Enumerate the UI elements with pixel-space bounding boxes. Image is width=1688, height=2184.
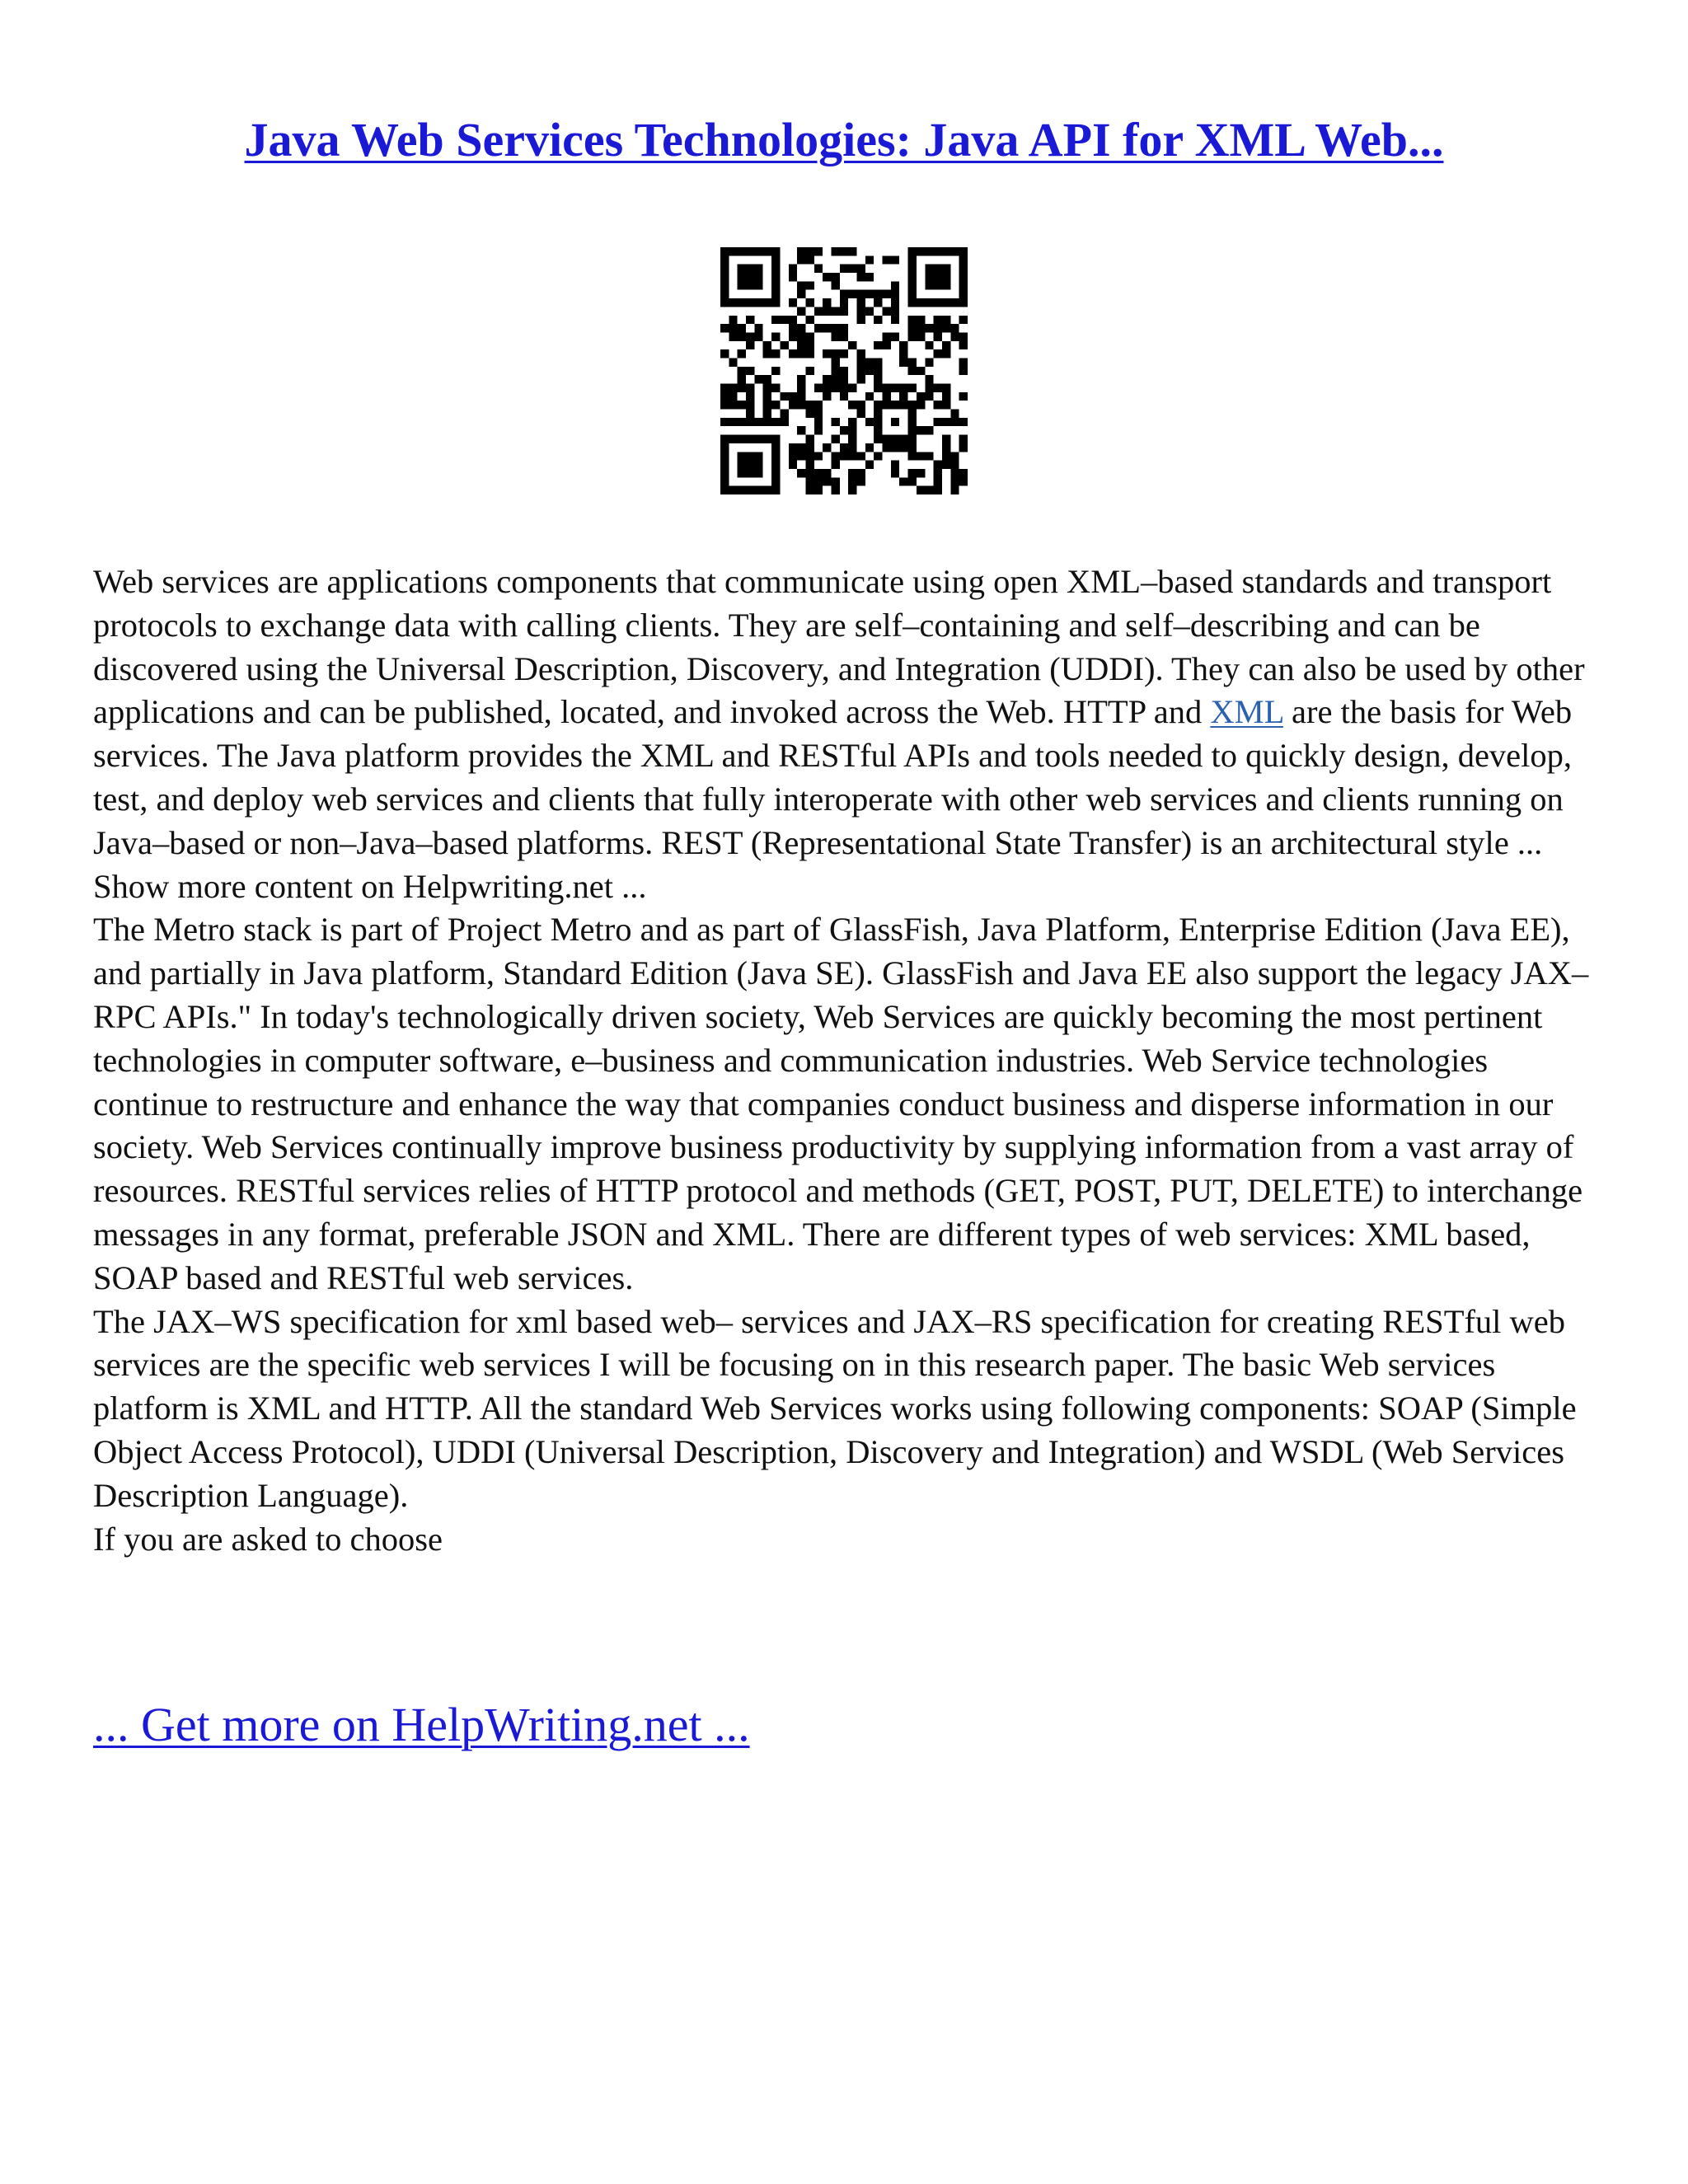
paragraph-3: The JAX–WS specification for xml based web– services and JAX–RS specification for creating RESTful web services are the specific web services I will be focusing on in this research paper. The basic Web services platform is XML and HTTP. All the standard Web Services works using following components: SOAP (Simple Object Access Protocol), UDDI (Universal Description, Discovery and Integration) and WSDL (Web Services Description Language).: [93, 1302, 1577, 1514]
paragraph-2: The Metro stack is part of Project Metro and as part of GlassFish, Java Platform, Enterprise Edition (Java EE), and partially in Java platform, Standard Edition (Java SE). GlassFish and Java EE also support the legacy JAX–RPC APIs." In today's technologically driven society, Web Services are quickly becoming the most pertinent technologies in computer software, e–business and communication industries. Web Service technologies continue to restructure and enhance the way that companies conduct business and disperse information in our society. Web Services continually improve business productivity by supplying information from a vast array of resources. RESTful services relies of HTTP protocol and methods (GET, POST, PUT, DELETE) to interchange messages in any format, preferable JSON and XML. There are different types of web services: XML based, SOAP based and RESTful web services.: [93, 911, 1589, 1296]
qr-code-icon: [720, 247, 968, 494]
xml-link[interactable]: XML: [1210, 693, 1283, 731]
get-more-container: [93, 1696, 750, 1754]
get-more-link[interactable]: ... Get more on HelpWriting.net ...: [93, 1698, 750, 1751]
qr-code-graphic: [720, 247, 968, 494]
paragraph-1-text-after: are the basis for Web services. The Java platform provides the XML and RESTful APIs and tools needed to quickly design, develop, test, and deploy web services and clients that fully interoperate with other web services and clients running on Java–based or non–Java–based platforms. REST (Representational State Transfer) is an architectural style ... Show more content on Helpwriting.net ...: [93, 693, 1573, 905]
paragraph-1: [93, 560, 1601, 908]
paragraph-1-text-before: Web services are applications components that communicate using open XML–based standards and transport protocols to exchange data with calling clients. They are self–containing and self–describing and can be discovered using the Universal Description, Discovery, and Integration (UDDI). They can also be used by other applications and can be published, located, and invoked across the Web. HTTP and: [93, 563, 1585, 731]
paragraph-4: If you are asked to choose: [93, 1520, 443, 1558]
title-link[interactable]: Java Web Services Technologies: Java API for XML Web...: [244, 113, 1444, 166]
article-body: [93, 560, 1601, 1561]
document-title: [0, 111, 1688, 169]
